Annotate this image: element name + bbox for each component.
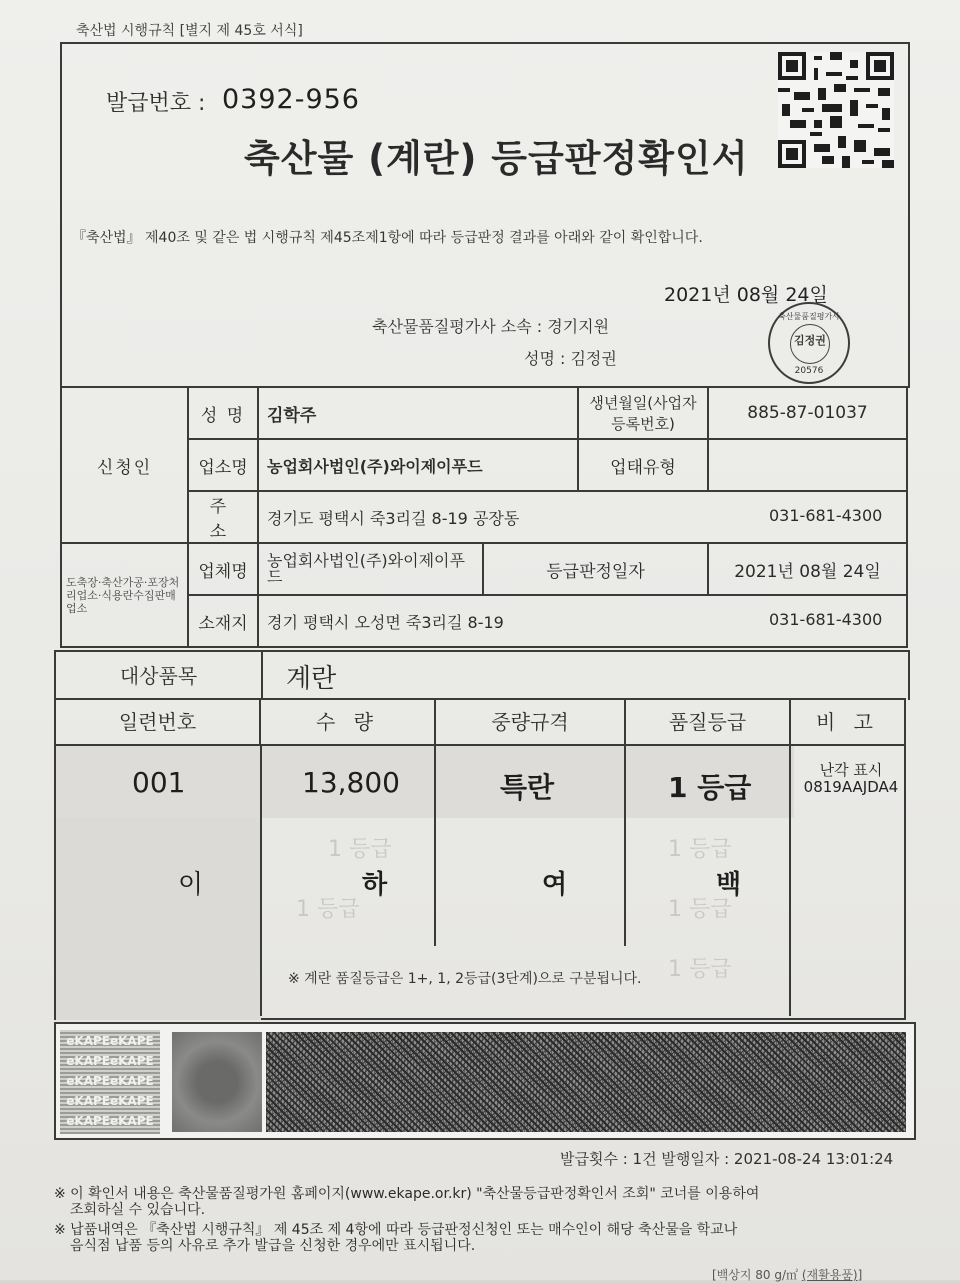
business-type-value — [708, 439, 907, 491]
evaluator-name: 성명 : 김정권 — [524, 349, 617, 368]
grading-items-section — [54, 650, 906, 1020]
note-1-line-1: ※ 이 확인서 내용은 축산물품질평가원 홈페이지(www.ekape.or.kr) "축산물등급판정확인서 조회" 코너를 이용하여 — [54, 1186, 760, 1202]
applicant-address-text: 경기도 평택시 죽3리길 8-19 공장동 — [267, 508, 520, 528]
filler-char-3: 여 — [542, 870, 568, 900]
issue-info: 발급횟수 : 1건 발행일자 : 2021-08-24 13:01:24 — [560, 1150, 894, 1168]
name-label: 성 명 — [188, 387, 258, 439]
encrypted-2d-barcode — [266, 1032, 906, 1132]
note-2-line-2: 음식점 납품 등의 사유로 추가 발급을 신청한 경우에만 표시됩니다. — [70, 1238, 476, 1254]
ghost-grade-1: 1 등급 — [328, 837, 392, 862]
applicant-address — [258, 491, 907, 543]
facility-location — [258, 595, 907, 647]
row-serial: 001 — [132, 766, 186, 799]
row-quantity: 13,800 — [302, 766, 400, 799]
issue-number: 0392-956 — [222, 84, 360, 115]
paper-spec — [712, 1266, 862, 1283]
document-title: 축산물 (계란) 등급판정확인서 — [244, 137, 749, 180]
footer-note-1 — [54, 1186, 759, 1218]
business-reg-number: 885-87-01037 — [708, 387, 907, 439]
filler-char-2: 하 — [362, 870, 388, 900]
qr-code-icon — [778, 52, 894, 168]
applicant-phone: 031-681-4300 — [769, 505, 883, 525]
remark-line-2: 0819AAJDA4 — [803, 778, 899, 796]
hologram-mark — [172, 1032, 262, 1132]
seal-name-text: 김정권 — [794, 334, 826, 347]
issue-number-label: 발급번호 : — [106, 91, 206, 116]
items-table-body — [54, 746, 906, 1020]
facility-phone: 031-681-4300 — [769, 609, 883, 629]
remark-line-1: 난각 표시 — [819, 761, 883, 779]
applicant-info-table — [60, 386, 908, 648]
security-pattern-area — [54, 1022, 916, 1140]
target-item-row — [54, 650, 910, 700]
intro-statement: 『축산법』 제40조 및 같은 법 시행규칙 제45조제1항에 따라 등급판정 결과를 아래와 같이 확인합니다. — [72, 230, 703, 246]
facility-section-label: 도축장·축산가공·포장처리업소·식용란수집판매업소 — [61, 543, 188, 647]
col-quantity: 수 량 — [261, 700, 436, 744]
col-weight-class: 중량규격 — [436, 700, 626, 744]
ghost-grade-5: 1 등급 — [668, 957, 732, 982]
form-reference: 축산법 시행규칙 [별지 제 45호 서식] — [76, 23, 303, 39]
col-serial: 일련번호 — [56, 700, 261, 744]
business-type-label: 업태유형 — [578, 439, 708, 491]
target-item-value: 계란 — [286, 664, 337, 694]
official-seal-stamp — [768, 302, 850, 384]
filler-char-1: 이 — [178, 870, 204, 900]
note-1-line-2: 조회하실 수 있습니다. — [70, 1202, 206, 1218]
applicant-name: 김학주 — [258, 387, 578, 439]
applicant-section-label: 신청인 — [61, 387, 188, 543]
business-name-label: 업소명 — [188, 439, 258, 491]
facility-name: 농업회사법인(주)와이제이푸드 — [258, 543, 483, 595]
location-label: 소재지 — [188, 595, 258, 647]
seal-number-text: 20576 — [794, 366, 824, 376]
row-remark — [793, 762, 909, 796]
items-table-header — [54, 698, 906, 746]
evaluator-affiliation: 축산물품질평가사 소속 : 경기지원 — [372, 317, 610, 336]
target-item-label: 대상품목 — [56, 652, 263, 700]
grading-date: 2021년 08월 24일 — [708, 543, 907, 595]
col-remarks: 비 고 — [816, 710, 879, 734]
footer-note-2 — [54, 1222, 737, 1254]
address-label: 주 소 — [188, 491, 258, 543]
business-name: 농업회사법인(주)와이제이푸드 — [258, 439, 578, 491]
note-2-line-1: ※ 납품내역은 『축산법 시행규칙』 제 45조 제 4항에 따라 등급판정신청인 또는 매수인이 해당 축산물을 학교나 — [54, 1222, 738, 1238]
paper-spec-text: [백상지 80 g/㎡ — [712, 1268, 799, 1282]
facility-location-text: 경기 평택시 오성면 죽3리길 8-19 — [267, 612, 504, 632]
col-quality-grade: 품질등급 — [626, 700, 791, 744]
filler-char-4: 백 — [716, 870, 742, 900]
grading-date-label: 등급판정일자 — [483, 543, 708, 595]
certificate-date: 2021년 08월 24일 — [664, 284, 828, 306]
ghost-grade-3: 1 등급 — [296, 897, 360, 922]
facility-name-label: 업체명 — [188, 543, 258, 595]
row-weight-class: 특란 — [500, 771, 555, 804]
row-quality-grade: 1 등급 — [668, 771, 752, 804]
ghost-grade-2: 1 등급 — [668, 837, 732, 862]
paper-spec-recycle: (재활용품)] — [801, 1268, 863, 1282]
grade-footnote: ※ 계란 품질등급은 1+, 1, 2등급(3단계)으로 구분됩니다. — [288, 971, 642, 987]
ekape-watermark: eKAPEeKAPE eKAPEeKAPE eKAPEeKAPE eKAPEeKAPE eKAPEeKAPE — [60, 1030, 160, 1134]
birth-reg-label: 생년월일(사업자등록번호) — [578, 387, 708, 439]
seal-top-text: 축산물품질평가사 — [778, 312, 840, 321]
ghost-grade-4: 1 등급 — [668, 897, 732, 922]
